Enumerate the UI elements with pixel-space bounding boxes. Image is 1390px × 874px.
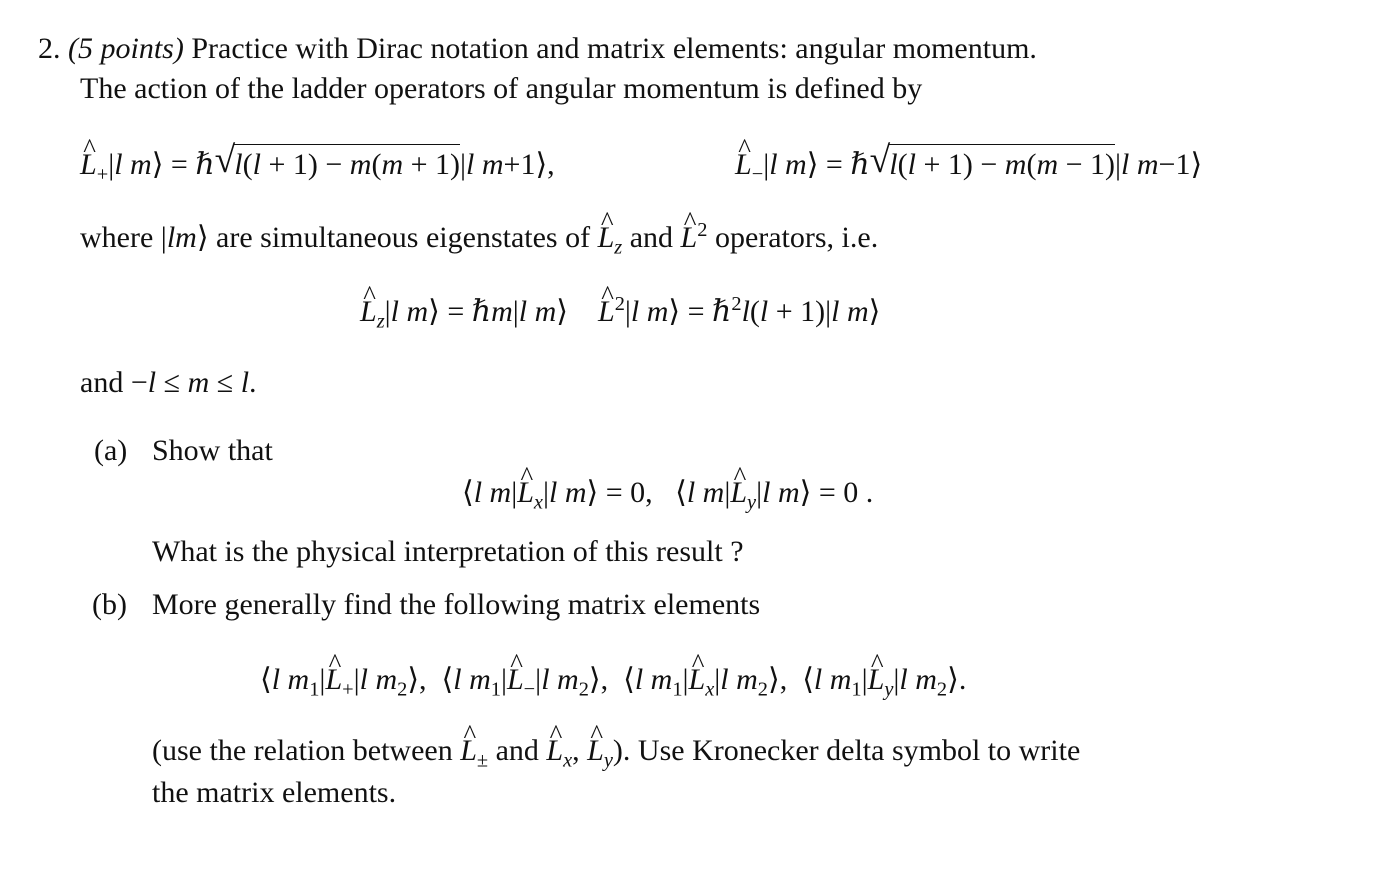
part-b-note: (use the relation between ^ $L_\pm$ and ^ $L_x$, ^ $L_y$). Use Kronecker delta symbol to write xyxy=(152,734,1080,768)
problem-header xyxy=(38,32,1037,66)
intro-text: The action of the ladder operators of angular momentum is defined by xyxy=(80,72,923,105)
eigenvalue-equations: ^ $L_z|l$ m⟩ = ℏm|l m⟩ ^ $L^2|l$ m⟩ = ℏ$^2$l(l + 1)|l m⟩ xyxy=(360,294,880,329)
part-a-question: What is the physical interpretation of this result ? xyxy=(152,535,744,568)
part-b-label: (b) xyxy=(92,588,127,621)
part-b-text: More generally find the following matrix elements xyxy=(152,588,761,621)
problem-number: 2. xyxy=(38,32,61,65)
points-label: (5 points) xyxy=(68,32,184,65)
problem-title: Practice with Dirac notation and matrix elements: angular momentum. xyxy=(191,32,1037,65)
part-b-equation: ⟨l $m_1|\^{}$ $L_+|l$ $m_2⟩$, ⟨l $m_1|\^{}$ $L_-|l$ $m_2⟩$, ⟨l $m_1|\^{}$ $L_x|l$ $m_2⟩$, ⟨l $m_1|\^{}$ $L_y|l$ $m_2⟩$. xyxy=(260,662,966,697)
ladder-plus-equation: ^ $L_+|l$ m⟩ = ℏ √ l(l + 1) − m(m + 1) |l m+1⟩, xyxy=(80,144,555,182)
eigenstate-sentence: where |lm⟩ are simultaneous eigenstates of ^ $L_z$ and ^ $L^2$ operators, i.e. xyxy=(80,220,878,255)
part-a-text: Show that xyxy=(152,434,273,467)
part-a-equation: ⟨l m|^ $L_x|l$ m⟩ = 0, ⟨l m|^ $L_y|l$ m⟩ = 0 . xyxy=(462,475,873,510)
m-range: and −l ≤ m ≤ l. xyxy=(80,366,257,399)
part-a-label: (a) xyxy=(94,434,128,467)
ladder-minus-equation: ^ $L_-|l$ m⟩ = ℏ √ l(l + 1) − m(m − 1) |l m−1⟩ xyxy=(735,144,1202,182)
part-b-note-end: the matrix elements. xyxy=(152,776,397,809)
